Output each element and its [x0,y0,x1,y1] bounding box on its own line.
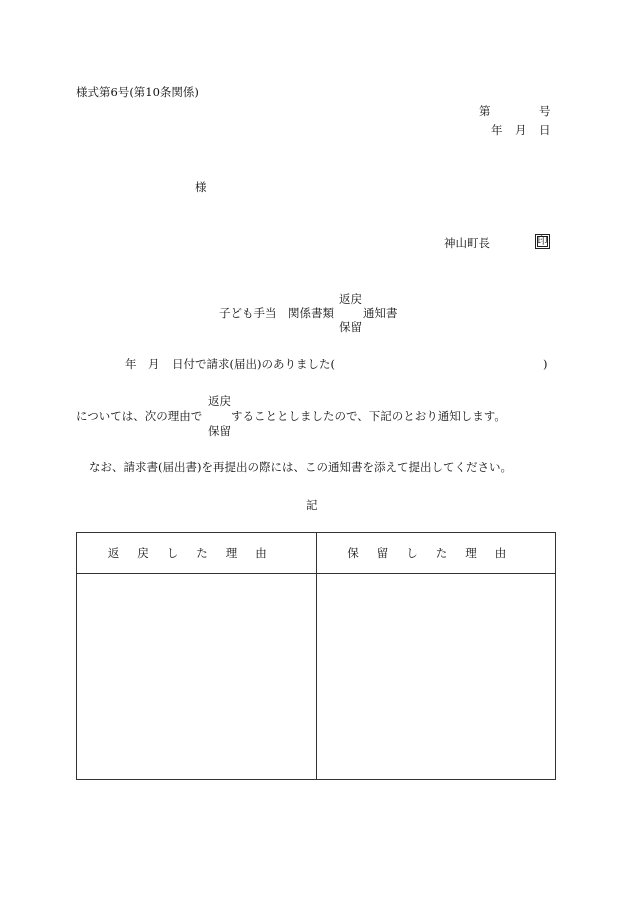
reason-text-before: については、次の理由で [76,409,203,423]
title-main-right: 通知書 [363,306,398,320]
header-hold-label: 保留した理由 [347,546,525,560]
request-close-paren: ) [543,357,548,371]
request-month: 月 [148,357,160,371]
header-hold-reason [316,533,556,574]
return-reason-cell [77,574,317,780]
reasons-table [76,532,556,780]
seal-mark [535,234,550,249]
date-day: 日 [539,123,551,137]
title-main-left: 子ども手当 関係書類 [219,306,334,320]
doc-number-suffix: 号 [539,104,551,118]
reason-text-after: することとしましたので、下記のとおり通知します。 [231,409,506,423]
table-body-row [77,574,556,780]
form-number: 様式第6号(第10条関係) [76,85,199,99]
reason-option-hold: 保留 [208,424,231,438]
reason-option-return: 返戻 [208,394,231,408]
addressee-suffix: 様 [195,180,207,194]
title-option-hold: 保留 [339,320,362,334]
table-header-row [77,533,556,574]
seal-text: 印 [537,236,548,247]
resubmission-note: なお、請求書(届出書)を再提出の際には、この通知書を添えて提出してください。 [89,460,512,474]
issuer-title: 神山町長 [444,236,490,250]
request-date-text: 日付で請求(届出)のありました( [172,357,335,371]
request-year: 年 [125,357,137,371]
header-return-reason [77,533,317,574]
date-month: 月 [515,123,527,137]
ki-heading: 記 [306,498,318,512]
date-year: 年 [491,123,503,137]
header-return-label: 返戻した理由 [107,546,285,560]
doc-number-prefix: 第 [479,104,491,118]
hold-reason-cell [316,574,556,780]
title-option-return: 返戻 [339,292,362,306]
